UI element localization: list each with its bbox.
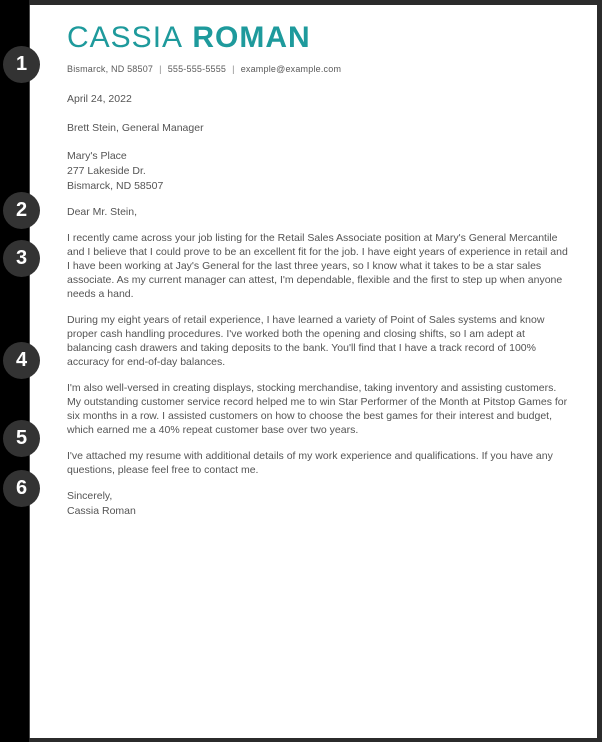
letter-body	[67, 92, 570, 519]
address-city: Bismarck, ND 58507	[67, 180, 164, 192]
marker-label: 3	[15, 247, 28, 269]
address-street: 277 Lakeside Dr.	[67, 165, 146, 177]
salutation: Dear Mr. Stein,	[67, 206, 138, 218]
annotation-marker-5	[3, 420, 40, 457]
contact-email: example@example.com	[240, 64, 342, 74]
annotation-marker-4	[3, 342, 40, 379]
contact-info	[67, 64, 570, 74]
body-paragraph-4: I've attached my resume with additional details of my work experience and qualifications. If you have any questions, please feel free to contact me.	[67, 450, 553, 476]
candidate-last-name: ROMAN	[192, 21, 311, 54]
contact-separator: |	[159, 64, 162, 74]
candidate-first-name: CASSIA	[67, 21, 184, 54]
annotation-marker-3	[3, 240, 40, 277]
letter-page	[29, 5, 597, 738]
letter-date: April 24, 2022	[67, 93, 132, 105]
contact-separator: |	[232, 64, 235, 74]
recipient-address	[67, 149, 570, 194]
closing-word: Sincerely,	[67, 490, 113, 502]
annotation-marker-6	[3, 470, 40, 507]
marker-label: 2	[15, 199, 28, 221]
body-paragraph-2: During my eight years of retail experience, I have learned a variety of Point of Sales systems and know proper cash handling procedures. I've worked both the opening and closing shifts, so I am adept at balancing cash drawers and taking deposits to the bank. You'll find that I have a track record of 100% accuracy for end-of-day balances.	[67, 314, 545, 368]
contact-phone: 555-555-5555	[167, 64, 227, 74]
body-paragraph-3: I'm also well-versed in creating displays, stocking merchandise, taking inventory and assisting customers. My outstanding customer service record helped me to win Star Performer of the Month at Pitstop Games for six months in a row. I assisted customers on how to choose the best games for their interest and budget, which earned me a 40% repeat customer base over two years.	[67, 382, 568, 436]
marker-label: 1	[15, 53, 28, 75]
contact-location: Bismarck, ND 58507	[67, 64, 154, 74]
signature-name: Cassia Roman	[67, 505, 136, 517]
annotation-marker-1	[3, 46, 40, 83]
marker-label: 6	[15, 477, 28, 499]
recipient-name: Brett Stein, General Manager	[67, 122, 204, 134]
closing-block	[67, 489, 570, 519]
address-company: Mary's Place	[67, 150, 127, 162]
candidate-name	[67, 21, 570, 55]
marker-label: 4	[15, 349, 28, 371]
marker-label: 5	[15, 427, 28, 449]
body-paragraph-1: I recently came across your job listing for the Retail Sales Associate position at Mary's General Mercantile and I believe that I could prove to be an excellent fit for the job. I have eight years of experience in retail and I have been working at Jay's General for the last three years, so I know what it takes to be a star sales associate. As my current manager can attest, I'm dependable, flexible and the first to step up when anyone needs a hand.	[67, 232, 568, 300]
annotation-marker-2	[3, 192, 40, 229]
